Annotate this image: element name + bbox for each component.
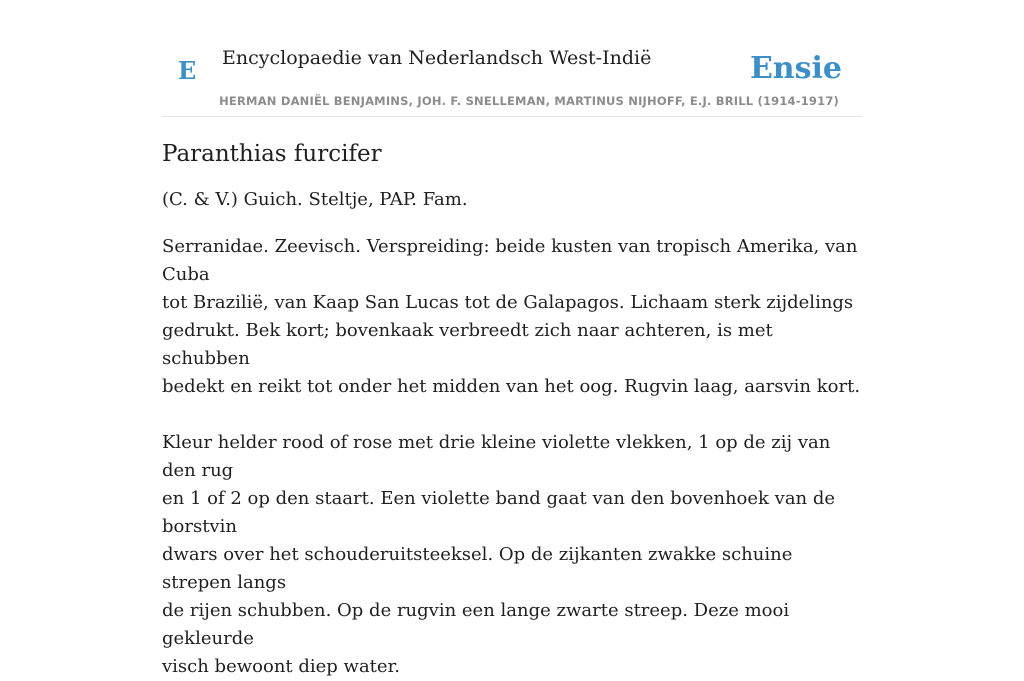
- entry-paragraph-1: Serranidae. Zeevisch. Verspreiding: beide kusten van tropisch Amerika, van Cuba tot Brazilië, van Kaap San Lucas tot de Galapagos. Lichaam sterk zijdelings gedrukt. Bek kort; bovenkaak verbreedt zich naar achteren, is met schubben bedekt en reikt tot onder het midden van het oog. Rugvin laag, aarsvin kort.: [162, 236, 861, 397]
- ensie-brand-logo[interactable]: Ensie: [749, 51, 842, 86]
- entry-paragraph-2: Kleur helder rood of rose met drie kleine violette vlekken, 1 op de zij van den rug en 1 of 2 op den staart. Een violette band gaat van den bovenhoek van de borstvin dwars over het schouderuitsteeksel. Op de zijkanten zwakke schuine strepen langs de rijen schubben. Op de rugvin een lange zwarte streep. Deze mooi gekleurde visch bewoont diep water.: [162, 432, 836, 677]
- book-header: [162, 0, 862, 117]
- entry-subtitle: (C. & V.) Guich. Steltje, PAP. Fam.: [162, 189, 468, 210]
- article-content: [162, 134, 862, 681]
- book-authors: HERMAN DANIËL BENJAMINS, JOH. F. SNELLEMAN, MARTINUS NIJHOFF, E.J. BRILL (1914-1917): [219, 94, 839, 108]
- book-title-link[interactable]: Encyclopaedie van Nederlandsch West-Indië: [222, 47, 652, 69]
- entry-title: Paranthias furcifer: [162, 141, 382, 167]
- book-logo-letter[interactable]: E: [178, 56, 197, 85]
